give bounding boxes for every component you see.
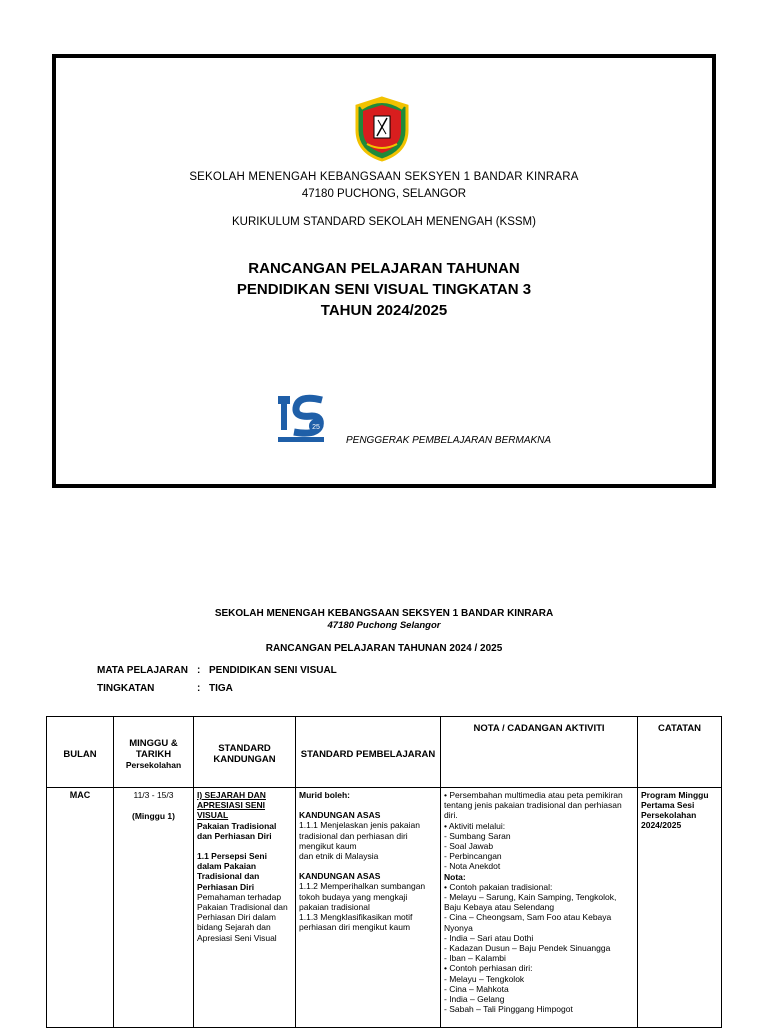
- note-line: - Perbincangan: [444, 851, 502, 862]
- note-line: • Contoh pakaian tradisional:: [444, 881, 553, 892]
- note-line: - Cina – Mahkota: [444, 983, 509, 994]
- header-school-address: 47180 Puchong Selangor: [327, 620, 441, 631]
- note-line: - Soal Jawab: [444, 841, 494, 852]
- note-line: - Nota Anekdot: [444, 861, 501, 872]
- note-line: - India – Gelang: [444, 994, 505, 1005]
- form-value: TIGA: [209, 683, 233, 694]
- sk-subtopic: 1.1 Persepsi Seni dalam Pakaian Tradisional dan Perhiasan Diri: [197, 851, 267, 892]
- form-row: [97, 683, 233, 694]
- sp-heading-1: KANDUNGAN ASAS: [299, 810, 381, 821]
- cover-school-address: 47180 PUCHONG, SELANGOR: [301, 188, 467, 200]
- week-number: (Minggu 1): [132, 811, 175, 821]
- lesson-plan-table: [46, 716, 722, 1028]
- sp-intro: Murid boleh:: [299, 790, 350, 800]
- header-week-sub: Persekolahan: [125, 760, 182, 770]
- cover-box: [52, 54, 716, 488]
- sp-item-2: 1.1.2 Memperihalkan sumbangan tokoh budaya yang mengkaji pakaian tradisional: [299, 881, 426, 912]
- sk-topic: Pakaian Tradisional dan Perhiasan Diri: [197, 820, 277, 841]
- note-line: - Sumbang Saran: [444, 830, 511, 841]
- subject-label: MATA PELAJARAN: [97, 665, 188, 676]
- cover-title: [56, 258, 712, 321]
- header-school-name: SEKOLAH MENENGAH KEBANGSAAN SEKSYEN 1 BANDAR KINRARA: [214, 608, 554, 619]
- cell-month: MAC: [47, 788, 114, 1028]
- cover-school-name: SEKOLAH MENENGAH KEBANGSAAN SEKSYEN 1 BANDAR KINRARA: [189, 171, 579, 183]
- subject-colon: :: [197, 665, 201, 676]
- cell-notes: [441, 788, 638, 1028]
- note-line: • Aktiviti melalui:: [444, 820, 506, 831]
- cover-title-line-3: TAHUN 2024/2025: [320, 302, 448, 319]
- cover-title-line-1: RANCANGAN PELAJARAN TAHUNAN: [248, 260, 520, 277]
- cover-title-line-2: PENDIDIKAN SENI VISUAL TINGKATAN 3: [236, 281, 532, 298]
- note-line: - Sabah – Tali Pinggang Himpogot: [444, 1004, 573, 1015]
- header-week: [114, 717, 194, 788]
- cell-learning-standard: [296, 788, 441, 1028]
- note-line: - Cina – Cheongsam, Sam Foo atau Kebaya Nyonya: [444, 912, 612, 933]
- sp-heading-2: KANDUNGAN ASAS: [299, 871, 381, 882]
- form-colon: :: [197, 683, 201, 694]
- header-notes: NOTA / CADANGAN AKTIVITI: [441, 717, 638, 788]
- sp-item-1b: dan etnik di Malaysia: [299, 851, 379, 862]
- note-line: - Kadazan Dusun – Baju Pendek Sinuangga: [444, 943, 611, 954]
- anniversary-logo-icon: [276, 392, 326, 444]
- school-crest-icon: [353, 96, 411, 162]
- table-row: [47, 788, 722, 1028]
- header-content-standard: STANDARD KANDUNGAN: [194, 717, 296, 788]
- sk-description: Pemahaman terhadap Pakaian Tradisional dan Perhiasan Diri dalam bidang Sejarah dan Apresiasi Seni Visual: [197, 891, 288, 943]
- header-month: BULAN: [47, 717, 114, 788]
- form-label: TINGKATAN: [97, 683, 155, 694]
- note-line: - Iban – Kalambi: [444, 953, 506, 964]
- table-header-row: [47, 717, 722, 788]
- sp-item-1: 1.1.1 Menjelaskan jenis pakaian tradisional dan perhiasan diri mengikut kaum: [299, 820, 420, 851]
- header-learning-standard: STANDARD PEMBELAJARAN: [296, 717, 441, 788]
- note-line: • Persembahan multimedia atau peta pemikiran tentang jenis pakaian tradisional dan perhiasan diri.: [444, 790, 623, 821]
- header-week-label: MINGGU & TARIKH: [129, 738, 178, 760]
- cell-content-standard: [194, 788, 296, 1028]
- cell-remarks: Program Minggu Pertama Sesi Persekolahan 2024/2025: [638, 788, 722, 1028]
- note-line: - Melayu – Sarung, Kain Samping, Tengkolok, Baju Kebaya atau Selendang: [444, 892, 617, 913]
- cell-week: [114, 788, 194, 1028]
- sp-item-3: 1.1.3 Mengklasifikasikan motif perhiasan diri mengikut kaum: [299, 912, 413, 933]
- note-line: - Melayu – Tengkolok: [444, 973, 525, 984]
- subject-value: PENDIDIKAN SENI VISUAL: [209, 665, 337, 676]
- notes-heading: Nota:: [444, 871, 466, 882]
- cover-curriculum: KURIKULUM STANDARD SEKOLAH MENENGAH (KSSM): [232, 216, 536, 228]
- sk-unit: I) SEJARAH DAN APRESIASI SENI VISUAL: [197, 790, 266, 821]
- cover-slogan: PENGGERAK PEMBELAJARAN BERMAKNA: [346, 435, 552, 446]
- logo-number: 25: [312, 424, 320, 431]
- week-dates: 11/3 - 15/3: [133, 790, 174, 800]
- subject-row: [97, 665, 337, 676]
- header-plan-title: RANCANGAN PELAJARAN TAHUNAN 2024 / 2025: [265, 643, 503, 654]
- header-remarks: CATATAN: [638, 717, 722, 788]
- note-line: • Contoh perhiasan diri:: [444, 963, 533, 974]
- note-line: - India – Sari atau Dothi: [444, 932, 534, 943]
